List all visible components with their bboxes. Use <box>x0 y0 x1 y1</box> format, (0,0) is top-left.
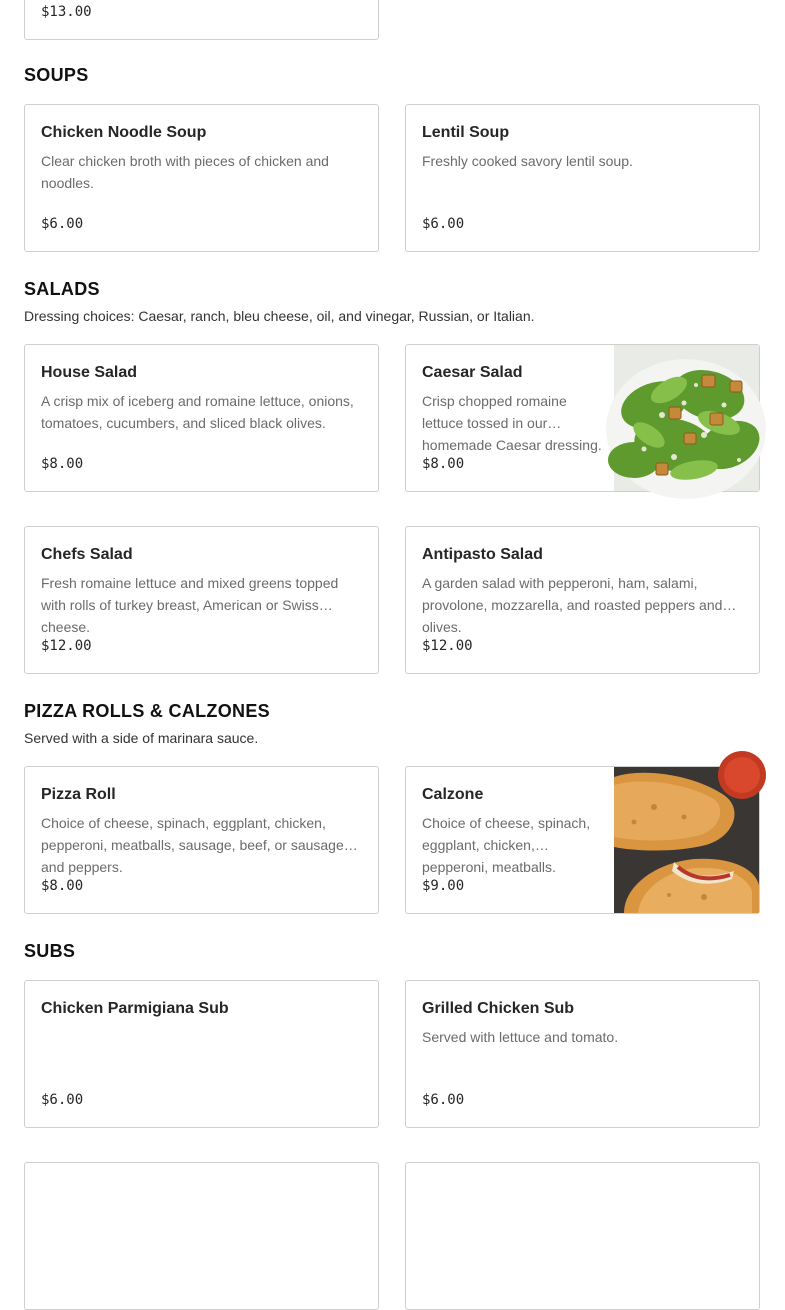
item-description: Served with lettuce and tomato. <box>422 1029 619 1045</box>
item-price: $8.00 <box>41 456 84 472</box>
item-name: Caesar Salad <box>422 364 523 381</box>
menu-item-card[interactable] <box>24 766 379 914</box>
item-description: Fresh romaine lettuce and mixed greens topped with rolls of turkey breast, American or Swiss cheese. <box>41 575 339 635</box>
section-note-pizza-rolls: Served with a side of marinara sauce. <box>24 730 259 746</box>
item-price: $8.00 <box>422 456 465 472</box>
menu-item-card[interactable] <box>24 526 379 674</box>
item-price: $12.00 <box>422 638 473 654</box>
calzone-image <box>614 767 759 913</box>
menu-item-card[interactable] <box>24 104 379 252</box>
item-description: Freshly cooked savory lentil soup. <box>422 153 633 169</box>
item-name: Chicken Parmigiana Sub <box>41 1000 229 1017</box>
section-title-pizza-rolls: PIZZA ROLLS & CALZONES <box>24 701 270 721</box>
section-title-salads: SALADS <box>24 279 100 299</box>
item-name: Antipasto Salad <box>422 546 543 563</box>
menu-item-card[interactable] <box>24 344 379 492</box>
item-description: Clear chicken broth with pieces of chicken and noodles. <box>41 153 329 191</box>
menu-item-card[interactable] <box>405 766 760 914</box>
item-price: $6.00 <box>41 216 84 232</box>
item-price: $6.00 <box>422 1092 465 1108</box>
item-name: Chicken Noodle Soup <box>41 124 207 141</box>
item-description: Choice of cheese, spinach, eggplant, chicken, pepperoni, meatballs. <box>422 815 591 875</box>
menu-item-card[interactable] <box>405 526 760 674</box>
item-name: Pizza Roll <box>41 786 116 803</box>
item-price: $6.00 <box>422 216 465 232</box>
section-title-soups: SOUPS <box>24 65 89 85</box>
item-description: A crisp mix of iceberg and romaine lettuce, onions, tomatoes, cucumbers, and sliced black olives. <box>41 393 354 431</box>
menu-item-card[interactable] <box>24 0 379 40</box>
item-name: Calzone <box>422 786 484 803</box>
item-price: $6.00 <box>41 1092 84 1108</box>
menu-item-card[interactable] <box>24 980 379 1128</box>
menu-item-card[interactable] <box>24 1162 379 1310</box>
caesar-salad-image <box>614 345 759 491</box>
item-description: Choice of cheese, spinach, eggplant, chicken, pepperoni, meatballs, sausage, beef, or sausage and peppers. <box>41 815 344 875</box>
item-price: $12.00 <box>41 638 92 654</box>
menu-item-card[interactable] <box>405 104 760 252</box>
item-price: $9.00 <box>422 878 465 894</box>
item-name: Chefs Salad <box>41 546 133 563</box>
menu-item-card[interactable] <box>405 1162 760 1310</box>
item-name: House Salad <box>41 364 138 381</box>
item-price: $8.00 <box>41 878 84 894</box>
item-description: A garden salad with pepperoni, ham, salami, provolone, mozzarella, and roasted peppers and olives. <box>422 575 723 635</box>
section-note-salads: Dressing choices: Caesar, ranch, bleu cheese, oil, and vinegar, Russian, or Italian. <box>24 308 535 324</box>
item-name: Grilled Chicken Sub <box>422 1000 575 1017</box>
menu-item-card[interactable] <box>405 344 760 492</box>
menu-item-card[interactable] <box>405 980 760 1128</box>
item-name: Lentil Soup <box>422 124 510 141</box>
section-title-subs: SUBS <box>24 941 76 961</box>
item-price: $13.00 <box>41 4 92 20</box>
item-description: Crisp chopped romaine lettuce tossed in our homemade Caesar dressing. <box>422 393 602 453</box>
